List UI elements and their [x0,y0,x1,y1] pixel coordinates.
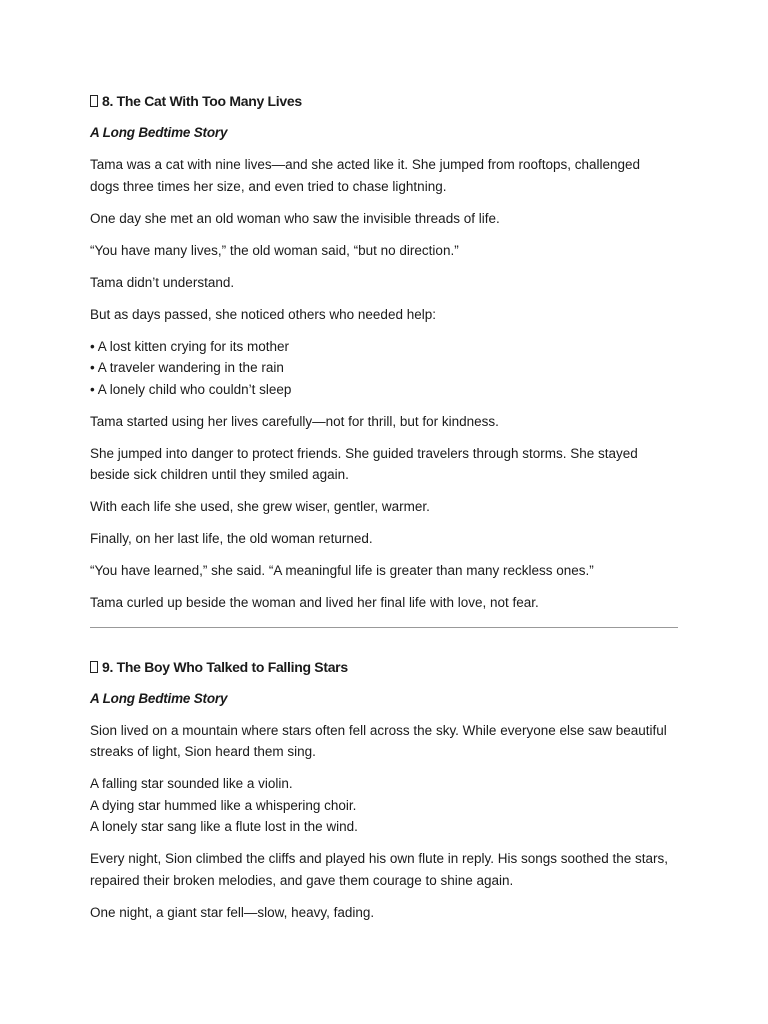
section-divider [90,627,678,628]
paragraph-line: A falling star sounded like a violin. [90,776,293,791]
paragraph-line: Tama started using her lives carefully—not for thrill, but for kindness. [90,413,499,429]
paragraph [90,528,680,550]
paragraph [90,720,680,763]
story-heading [90,656,680,678]
paragraph-line: She jumped into danger to protect friends. She guided travelers through storms. She stayed [90,445,638,461]
paragraph [90,773,680,838]
paragraph-line: dogs three times her size, and even tried to chase lightning. [90,178,447,194]
story-subtitle: A Long Bedtime Story [90,125,228,140]
paragraph-line: repaired their broken melodies, and gave them courage to shine again. [90,872,514,888]
list-item: • A lost kitten crying for its mother [90,338,290,354]
paragraph-line: Tama was a cat with nine lives—and she acted like it. She jumped from rooftops, challenged [90,157,641,172]
paragraph-line: One night, a giant star fell—slow, heavy, fading. [90,904,375,920]
paragraph-line: Sion lived on a mountain where stars often fell across the sky. While everyone else saw beautiful [90,722,667,738]
paragraph-line: “You have many lives,” the old woman said, “but no direction.” [90,242,459,258]
paragraph-line: One day she met an old woman who saw the invisible threads of life. [90,210,500,226]
paragraph [90,272,680,294]
paragraph [90,560,680,582]
story-heading [90,90,680,112]
paragraph [90,848,680,891]
story-heading-text: 8. The Cat With Too Many Lives [102,93,302,109]
missing-glyph-icon [90,661,98,673]
paragraph [90,496,680,518]
paragraph-line: “You have learned,” she said. “A meaningful life is greater than many reckless ones.” [90,563,594,578]
document-content [90,90,680,934]
paragraph-line: With each life she used, she grew wiser, gentler, warmer. [90,499,430,514]
paragraph-line: But as days passed, she noticed others who needed help: [90,306,436,322]
paragraph [90,208,680,230]
paragraph [90,154,680,197]
story-section [90,656,680,924]
paragraph [90,240,680,262]
paragraph [90,443,680,486]
paragraph [90,411,680,433]
list-item: • A traveler wandering in the rain [90,360,284,375]
paragraph-line: beside sick children until they smiled again. [90,467,349,482]
paragraph [90,304,680,326]
paragraph [90,592,680,614]
missing-glyph-icon [90,95,98,107]
bullet-list [90,336,680,401]
paragraph-line: Tama didn’t understand. [90,274,235,290]
paragraph-line: Every night, Sion climbed the cliffs and played his own flute in reply. His songs soothed the stars, [90,851,669,866]
paragraph [90,902,680,924]
paragraph-line: streaks of light, Sion heard them sing. [90,744,316,759]
paragraph-line: Finally, on her last life, the old woman returned. [90,531,373,546]
paragraph-line: Tama curled up beside the woman and lived her final life with love, not fear. [90,595,539,610]
paragraph-line: A lonely star sang like a flute lost in the wind. [90,819,358,834]
story-heading-text: 9. The Boy Who Talked to Falling Stars [102,658,348,675]
story-subtitle: A Long Bedtime Story [90,690,228,706]
story-section [90,90,680,614]
list-item: • A lonely child who couldn’t sleep [90,381,292,397]
paragraph-line: A dying star hummed like a whispering choir. [90,797,357,813]
